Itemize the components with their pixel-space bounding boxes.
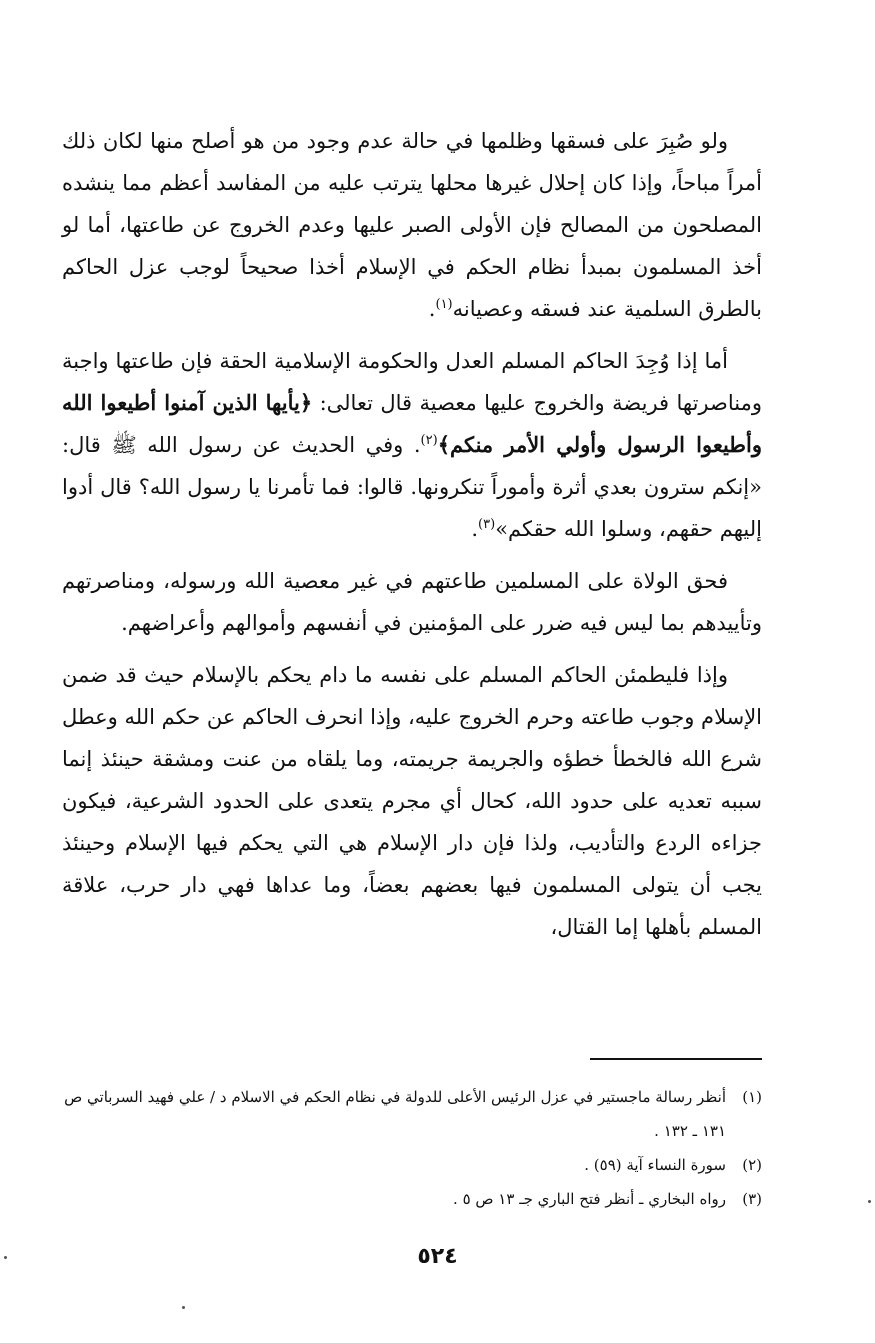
paragraph-1-end: . (428, 297, 436, 321)
paragraph-2-end: . (471, 517, 479, 541)
footnote-ref-1: (١) (435, 297, 453, 312)
paragraph-3-text: فحق الولاة على المسلمين طاعتهم في غير معصية الله ورسوله، ومناصرتهم وتأييدهم بما ليس فيه ضرر على المؤمنين في أنفسهم وأموالهم وأعراضهم. (62, 569, 762, 635)
footnote-number: (٢) (742, 1156, 762, 1174)
scan-speck (4, 1256, 7, 1259)
page-number: ٥٢٤ (417, 1244, 458, 1269)
main-text (62, 120, 762, 958)
footnote-number: (٣) (742, 1190, 762, 1208)
footnote-ref-2: (٢) (420, 433, 438, 448)
paragraph-1 (62, 120, 762, 330)
footnote-text: أنظر رسالة ماجستير في عزل الرئيس الأعلى للدولة في نظام الحكم في الاسلام د / علي فهيد السرباتي ص ١٣١ ـ ١٣٢ . (64, 1088, 726, 1140)
paragraph-2 (62, 340, 762, 550)
footnote-1 (62, 1080, 762, 1148)
scan-speck (182, 1306, 185, 1309)
footnotes (62, 1080, 762, 1216)
footnote-2 (62, 1148, 762, 1182)
scan-speck (868, 1200, 871, 1203)
footnote-3 (62, 1182, 762, 1216)
paragraph-4-text: وإذا فليطمئن الحاكم المسلم على نفسه ما دام يحكم بالإسلام حيث قد ضمن الإسلام وجوب طاعته وحرم الخروج عليه، وإذا انحرف الحاكم عن حكم الله وعطل شرع الله فالخطأ خطؤه والجريمة جريمته، وما يلقاه من عنت ومشقة حينئذ إنما سببه تعديه على حدود الله، كحال أي مجرم يتعدى على الحدود الشرعية، فيكون جزاءه الردع والتأديب، ولذا فإن دار الإسلام هي التي يحكم فيها الإسلام وحينئذ يجب أن يتولى المسلمون فيها بعضهم بعضاً، وما عداها فهي دار حرب، علاقة المسلم بأهلها إما القتال، (62, 663, 762, 939)
footnote-separator (590, 1058, 762, 1060)
paragraph-4 (62, 654, 762, 948)
quran-verse: ﴿يأيها الذين آمنوا أطيعوا الله وأطيعوا الرسول وأولي الأمر منكم﴾ (62, 390, 762, 457)
footnote-ref-3: (٣) (478, 517, 496, 532)
paragraph-1-text: ولو صُبِرَ على فسقها وظلمها في حالة عدم وجود من هو أصلح منها لكان ذلك أمراً مباحاً، وإذا كان إحلال غيرها محلها يترتب عليه من المفاسد أعظم مما ينشده المصلحون من المصالح فإن الأولى الصبر عليها وعدم الخروج عن طاعتها، أما لو أخذ المسلمون بمبدأ نظام الحكم في الإسلام أخذا صحيحاً لوجب عزل الحاكم بالطرق السلمية عند فسقه وعصيانه (62, 129, 762, 321)
paragraph-2-text-a: أما إذا وُجِدَ الحاكم المسلم العدل والحكومة الإسلامية الحقة فإن طاعتها واجبة ومناصرتها فريضة والخروج عليها معصية قال تعالى: (62, 349, 762, 415)
paragraph-3 (62, 560, 762, 644)
footnote-text: سورة النساء آية (٥٩) . (584, 1156, 726, 1174)
footnote-number: (١) (742, 1088, 762, 1106)
footnote-text: رواه البخاري ـ أنظر فتح الباري جـ ١٣ ص ٥ . (453, 1190, 726, 1208)
paragraph-2-text-b: . وفي الحديث عن رسول الله ﷺ قال: «إنكم سترون بعدي أثرة وأموراً تنكرونها. قالوا: فما تأمرنا يا رسول الله؟ قال أدوا إليهم حقهم، وسلوا الله حقكم» (62, 433, 762, 541)
